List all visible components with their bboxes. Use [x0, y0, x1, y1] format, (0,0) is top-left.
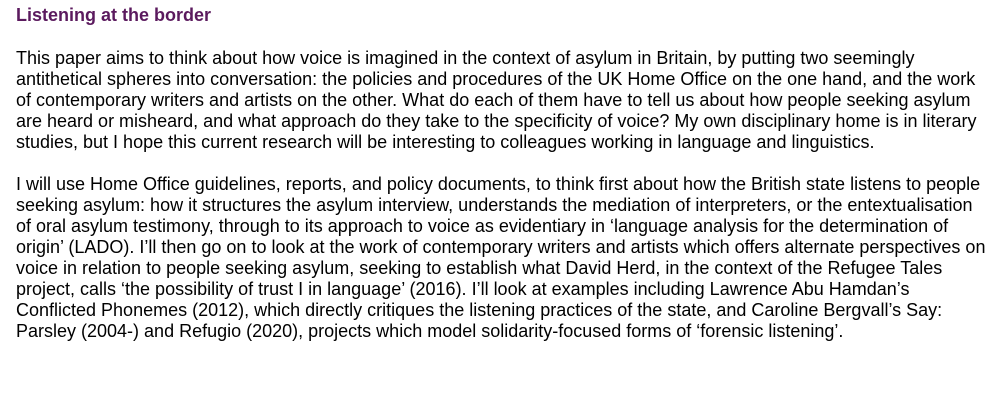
paragraph-1: This paper aims to think about how voice is imagined in the context of asylum in Britain, by putting two seemingly antithetical spheres into conversation: the policies and procedures of the UK Home Office on the one hand, and the work of contemporary writers and artists on the other. What do each of them have to tell us about how people seeking asylum are heard or misheard, and what approach do they take to the specificity of voice? My own disciplinary home is in literary studies, but I hope this current research will be interesting to colleagues working in language and linguistics. [16, 48, 977, 152]
document [16, 4, 992, 363]
paragraph-2: I will use Home Office guidelines, reports, and policy documents, to think first about how the British state listens to people seeking asylum: how it structures the asylum interview, understands the mediation of interpreters, or the entextualisation of oral asylum testimony, through to its approach to voice as evidentiary in ‘language analysis for the determination of origin’ (LADO). I’ll then go on to look at the work of contemporary writers and artists which offers alternate perspectives on voice in relation to people seeking asylum, seeking to establish what David Herd, in the context of the Refugee Tales project, calls ‘the possibility of trust I in language’ (2016). I’ll look at examples including Lawrence Abu Hamdan’s Conflicted Phonemes (2012), which directly critiques the listening practices of the state, and Caroline Bergvall’s Say: Parsley (2004-) and Refugio (2020), projects which model solidarity-focused forms of ‘forensic listening’. [16, 174, 986, 341]
document-title: Listening at the border [16, 5, 212, 25]
